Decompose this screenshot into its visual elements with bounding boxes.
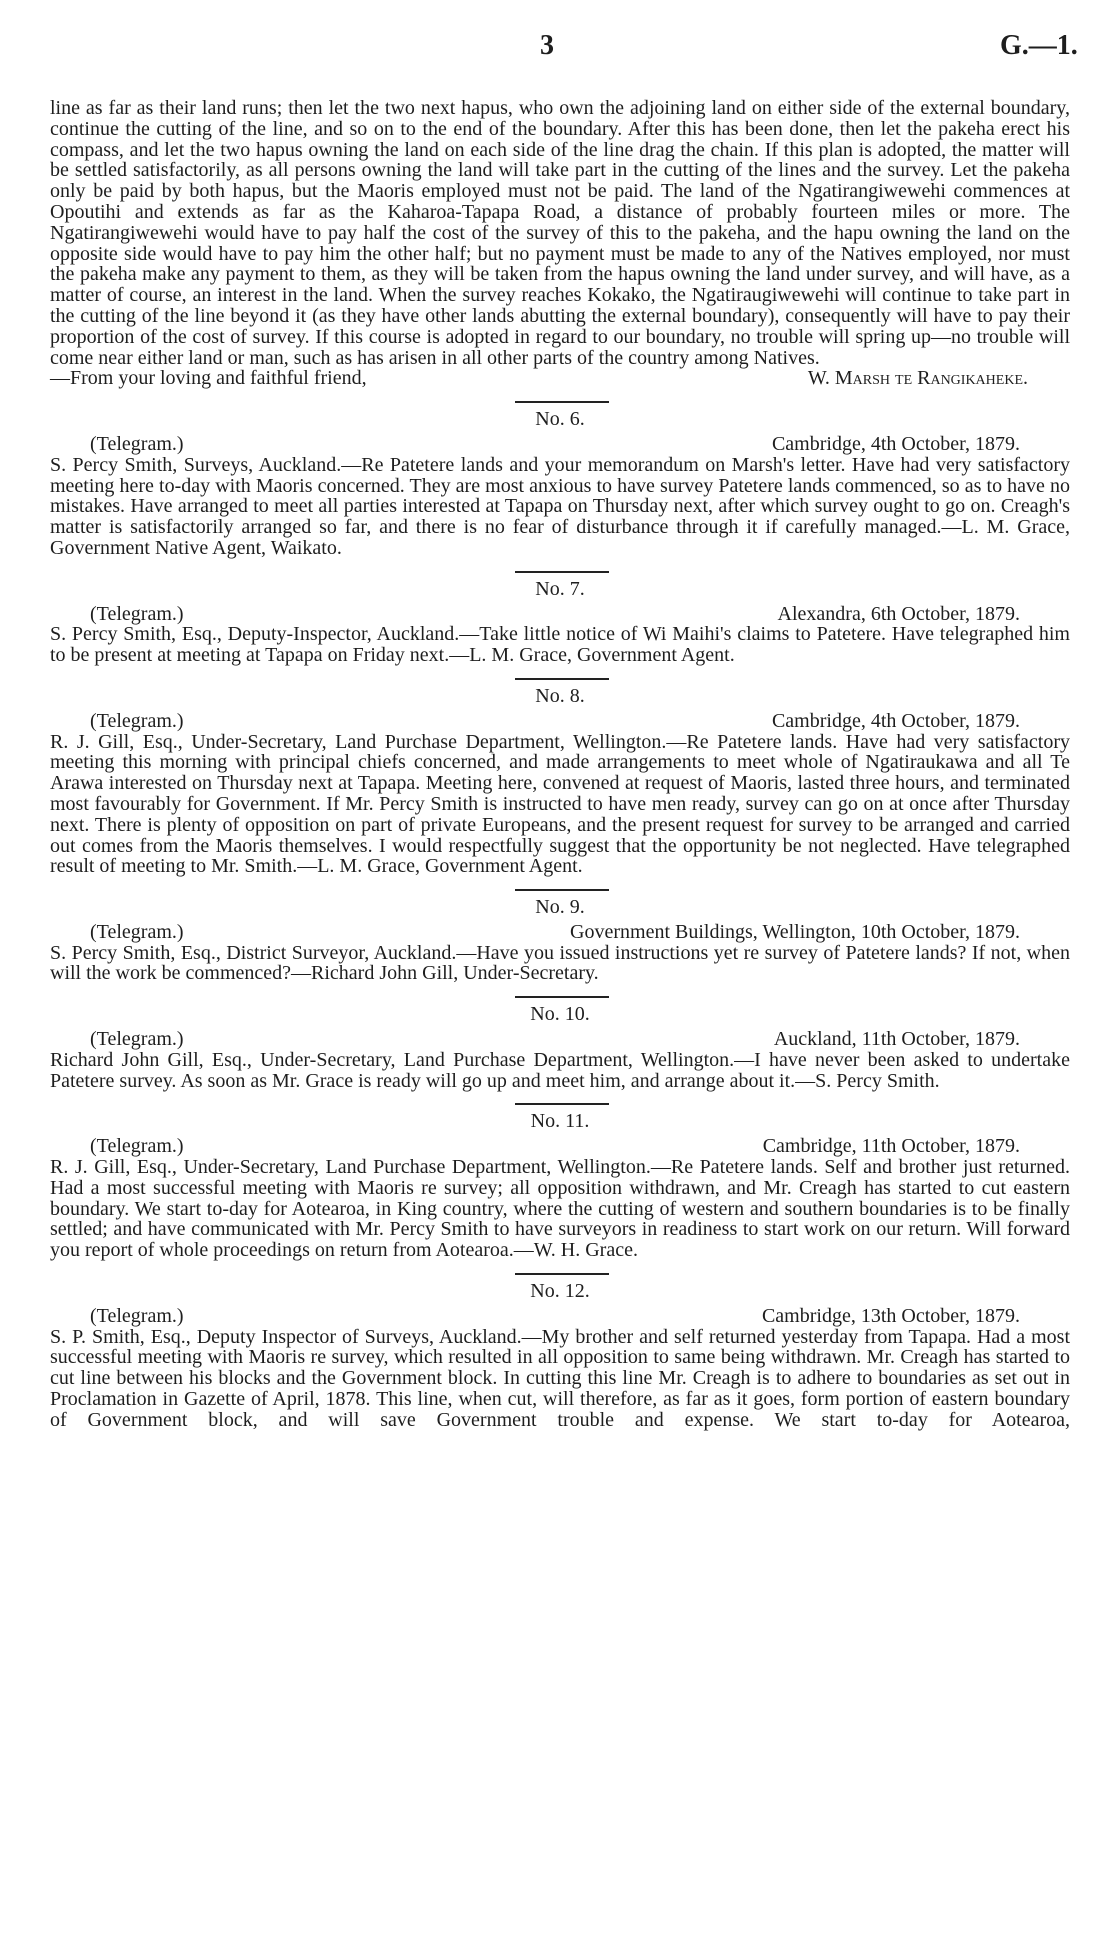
message-body: S. Percy Smith, Esq., District Surveyor, Auckland.—Have you issued instructions yet re survey of Patetere lands? If not, when will the work be commenced?—Richard John Gill, Under-Secretary. [50, 941, 1070, 985]
message-type: (Telegram.) [90, 920, 184, 943]
message-place-date: Government Buildings, Wellington, 10th October, 1879. [570, 920, 1020, 943]
message-number: No. 12. [530, 1280, 590, 1303]
message-heading [50, 1029, 1070, 1050]
section-divider [515, 996, 609, 998]
message-heading [50, 922, 1070, 943]
message-heading [50, 604, 1070, 625]
message-place-date: Cambridge, 13th October, 1879. [761, 1304, 1020, 1327]
message-body: R. J. Gill, Esq., Under-Secretary, Land Purchase Department, Wellington.—Re Patetere lands. Have had very satisfactory meeting this morning with principal chiefs concerned, and made arrangements to meet whole of Ngatiraukawa and all Te Arawa interested on Thursday next at Tapapa. Meeting here, convened at request of Maoris, lasted three hours, and terminated most favourably for Government. If Mr. Percy Smith is instructed to have men ready, survey can go on at once after Thursday next. There is plenty of opposition on part of private Europeans, and the present request for survey to be arranged and carried out comes from the Maoris themselves. I would respectfully suggest that the opportunity be not neglected. Have telegraphed result of meeting to Mr. Smith.—L. M. Grace, Government Agent. [50, 730, 1070, 878]
message-type: (Telegram.) [90, 1304, 184, 1327]
page-number: 3 [540, 30, 554, 61]
section-divider [515, 889, 609, 891]
message-place-date: Cambridge, 11th October, 1879. [762, 1135, 1020, 1158]
page-header [0, 30, 1114, 70]
message-body: S. Percy Smith, Esq., Deputy-Inspector, Auckland.—Take little notice of Wi Maihi's claims to Patetere. Have telegraphed him to be present at meeting at Tapapa on Friday next.—L. M. Grace, Government Agent. [50, 623, 1070, 667]
message-number: No. 10. [530, 1003, 590, 1026]
message-heading [50, 711, 1070, 732]
section-divider [515, 678, 609, 680]
message-number: No. 9. [535, 896, 585, 919]
message-place-date: Cambridge, 4th October, 1879. [771, 432, 1020, 455]
message-number: No. 11. [530, 1110, 590, 1133]
section-divider [515, 1273, 609, 1275]
message-body: S. P. Smith, Esq., Deputy Inspector of Surveys, Auckland.—My brother and self returned yesterday from Tapapa. Had a most successful meeting with Maoris re survey, which resulted in all opposition to same being withdrawn. Mr. Creagh has started to cut line between his blocks and the Government block. In cutting this line Mr. Creagh is to adhere to boundaries as set out in Proclamation in Gazette of April, 1878. This line, when cut, will therefore, as far as it goes, form portion of eastern boundary of Government block, and will save Government trouble and expense. We start to-day for Aotearoa, [50, 1325, 1070, 1431]
message-body: Richard John Gill, Esq., Under-Secretary, Land Purchase Department, Wellington.—I have never been asked to undertake Patetere survey. As soon as Mr. Grace is ready will go up and meet him, and arrange about it.—S. Percy Smith. [50, 1048, 1070, 1092]
document-body [50, 98, 1070, 1431]
section-divider [515, 1103, 609, 1105]
message-place-date: Alexandra, 6th October, 1879. [777, 602, 1020, 625]
message-number: No. 6. [535, 408, 585, 431]
message-type: (Telegram.) [90, 1135, 184, 1158]
message-place-date: Auckland, 11th October, 1879. [773, 1028, 1020, 1051]
section-divider [515, 401, 609, 403]
message-number: No. 8. [535, 684, 585, 707]
intro-signature-line [50, 368, 1070, 389]
section-divider [515, 571, 609, 573]
message-body: R. J. Gill, Esq., Under-Secretary, Land Purchase Department, Wellington.—Re Patetere lands. Self and brother just returned. Had a most successful meeting with Maoris re survey; all opposition withdrawn, and Mr. Creagh has started to cut eastern boundary. We start to-day for Aotearoa, in King country, where the cutting of western and southern boundaries is to be finally settled; and have communicated with Mr. Percy Smith to have surveyors in readiness to start work on our return. Will forward you report of whole proceedings on return from Aotearoa.—W. H. Grace. [50, 1156, 1070, 1262]
message-type: (Telegram.) [90, 602, 184, 625]
message-body: S. Percy Smith, Surveys, Auckland.—Re Patetere lands and your memorandum on Marsh's letter. Have had very satisfactory meeting here to-day with Maoris concerned. They are most anxious to have survey Patetere lands commenced, so as to have no mistakes. Have arranged to meet all parties interested at Tapapa on Thursday next, after which survey ought to go on. Creagh's matter is satisfactorily arranged so far, and there is no fear of disturbance through it if carefully managed.—L. M. Grace, Government Native Agent, Waikato. [50, 453, 1070, 559]
message-heading [50, 1136, 1070, 1157]
message-heading [50, 1306, 1070, 1327]
intro-paragraph: line as far as their land runs; then let the two next hapus, who own the adjoining land on either side of the external boundary, continue the cutting of the line, and so on to the end of the boundary. After this has been done, then let the pakeha erect his compass, and let the two hapus owning the land on each side of the line drag the chain. If this plan is adopted, the matter will be settled satisfactorily, as all persons owning the land will take part in the cutting of the lines and the survey. Let the pakeha only be paid by both hapus, but the Maoris employed must not be paid. The land of the Ngatirangiwewehi commences at Opoutihi and extends as far as the Kaharoa-Tapapa Road, a distance of probably fourteen miles or more. The Ngatirangiwewehi would have to pay half the cost of the survey of this to the pakeha, and the hapu owning the land on the opposite side would have to pay him the other half; but no payment must be made to any of the Natives employed, nor must the pakeha make any payment to them, as they will be taken from the hapus owning the land under survey, and will have, as a matter of course, an interest in the land. When the survey reaches Kokako, the Ngatiraugiwewehi will continue to take part in the cutting of the line beyond it (as they have other lands abutting the external boundary), consequently will have to pay their proportion of the cost of survey. If this course is adopted in regard to our boundary, no trouble will spring up—no trouble will come near either land or man, such as has arisen in all other parts of the country among Natives. [50, 97, 1070, 369]
message-type: (Telegram.) [90, 1028, 184, 1051]
message-type: (Telegram.) [90, 709, 184, 732]
document-code: G.—1. [1000, 30, 1078, 61]
message-place-date: Cambridge, 4th October, 1879. [771, 709, 1020, 732]
message-number: No. 7. [535, 577, 585, 600]
message-type: (Telegram.) [90, 432, 184, 455]
intro-closing: —From your loving and faithful friend, [50, 367, 367, 390]
intro-signature: W. Marsh te Rangikaheke. [807, 367, 1028, 390]
message-heading [50, 434, 1070, 455]
